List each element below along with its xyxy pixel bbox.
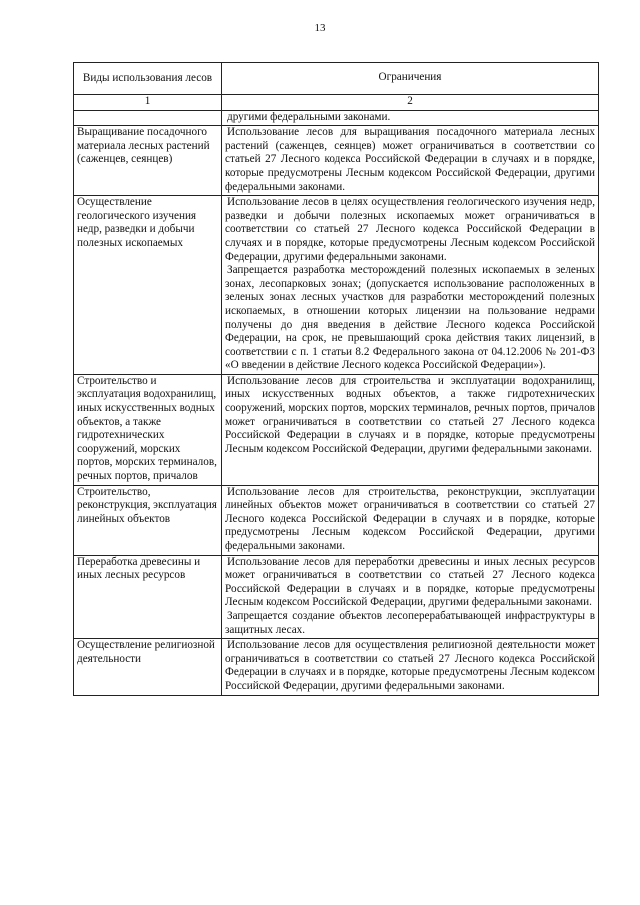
forest-use-type-cell	[74, 110, 222, 126]
restriction-paragraph: Использование лесов для осуществления религиозной деятельности может ограничиваться в соответствии со статьей 27 Лесного кодекса Российской Федерации в случаях и в порядке, которые предусмотрены Лесным кодексом Российской Федерации, другими федеральными законами.	[225, 639, 595, 692]
restriction-paragraph: Запрещается создание объектов лесоперерабатывающей инфраструктуры в защитных лесах.	[225, 609, 595, 636]
restriction-paragraph: Использование лесов для строительства и эксплуатации водохранилищ, иных искусственных водных объектов, а также гидротехнических сооружений, морских портов, морских терминалов, речных портов, причалов может ограничиваться в соответствии со статьей 27 Лесного кодекса Российской Федерации в случаях и в порядке, которые предусмотрены Лесным кодексом Российской Федерации, другими федеральными законами.	[225, 374, 595, 455]
table-body	[74, 110, 599, 695]
forest-use-type-cell: Выращивание посадочного материала лесных растений (саженцев, сеянцев)	[74, 126, 222, 196]
table-row	[74, 485, 599, 555]
restriction-paragraph: Запрещается разработка месторождений полезных ископаемых в зеленых зонах, лесопарковых зонах; (допускается использование расположенных в зеленых зонах лесных участков для разработки месторождений полезных ископаемых, в отношении которых лицензии на пользование недрами получены до дня введения в действие Лесного кодекса Российской Федерации, на срок, не превышающий срока действия таких лицензий, в соответствии с п. 1 статьи 8.2 Федерального закона от 04.12.2006 № 201-ФЗ «О введении в действие Лесного кодекса Российской Федерации»).	[225, 264, 595, 372]
header-forest-use-types: Виды использования лесов	[74, 63, 222, 95]
restriction-cell	[222, 639, 599, 695]
restriction-cell	[222, 485, 599, 555]
column-number-2: 2	[222, 95, 599, 111]
restriction-cell	[222, 126, 599, 196]
table-row	[74, 639, 599, 695]
restriction-paragraph: другими федеральными законами.	[227, 110, 391, 123]
table-row	[74, 374, 599, 485]
forest-use-type-cell: Осуществление геологического изучения недр, разведки и добычи полезных ископаемых	[74, 196, 222, 375]
table-row	[74, 555, 599, 639]
restriction-cell	[222, 374, 599, 485]
restriction-cell	[222, 110, 599, 126]
restriction-paragraph: Использование лесов для переработки древесины и иных лесных ресурсов может ограничиваться в соответствии со статьей 27 Лесного кодекса Российской Федерации в случаях и в порядке, которые предусмотрены Лесным кодексом Российской Федерации, другими федеральными законами.	[225, 555, 595, 609]
page-number: 13	[314, 22, 326, 34]
restriction-cell	[222, 555, 599, 639]
forest-use-type-cell: Переработка древесины и иных лесных ресурсов	[74, 555, 222, 639]
column-number-1: 1	[74, 95, 222, 111]
restriction-paragraph: Использование лесов для строительства, реконструкции, эксплуатации линейных объектов может ограничиваться в соответствии со статьей 27 Лесного кодекса Российской Федерации в случаях и в порядке, которые предусмотрены Лесным кодексом Российской Федерации, другими федеральными законами.	[225, 485, 595, 552]
restriction-cell	[222, 196, 599, 375]
forest-use-type-cell: Осуществление религиозной деятельности	[74, 639, 222, 695]
header-restrictions: Ограничения	[222, 63, 599, 95]
table-header-row	[74, 63, 599, 95]
restriction-paragraph: Использование лесов в целях осуществления геологического изучения недр, разведки и добычи полезных ископаемых может ограничиваться в соответствии со статьей 27 Лесного кодекса Российской Федерации в случаях и в порядке, которые предусмотрены Лесным кодексом Российской Федерации, другими федеральными законами.	[225, 196, 595, 263]
forest-use-type-cell: Строительство и эксплуатация водохранилищ, иных искусственных водных объектов, а также гидротехнических сооружений, морских портов, морских терминалов, речных портов, причалов	[74, 374, 222, 485]
table-row	[74, 126, 599, 196]
column-number-row	[74, 95, 599, 111]
table-row	[74, 110, 599, 126]
restriction-paragraph: Использование лесов для выращивания посадочного материала лесных растений (саженцев, сеянцев) может ограничиваться в соответствии со статьей 27 Лесного кодекса Российской Федерации в случаях и в порядке, которые предусмотрены Лесным кодексом Российской Федерации, другими федеральными законами.	[225, 126, 595, 193]
table-row	[74, 196, 599, 375]
restrictions-table	[73, 62, 599, 696]
forest-use-type-cell: Строительство, реконструкция, эксплуатация линейных объектов	[74, 485, 222, 555]
